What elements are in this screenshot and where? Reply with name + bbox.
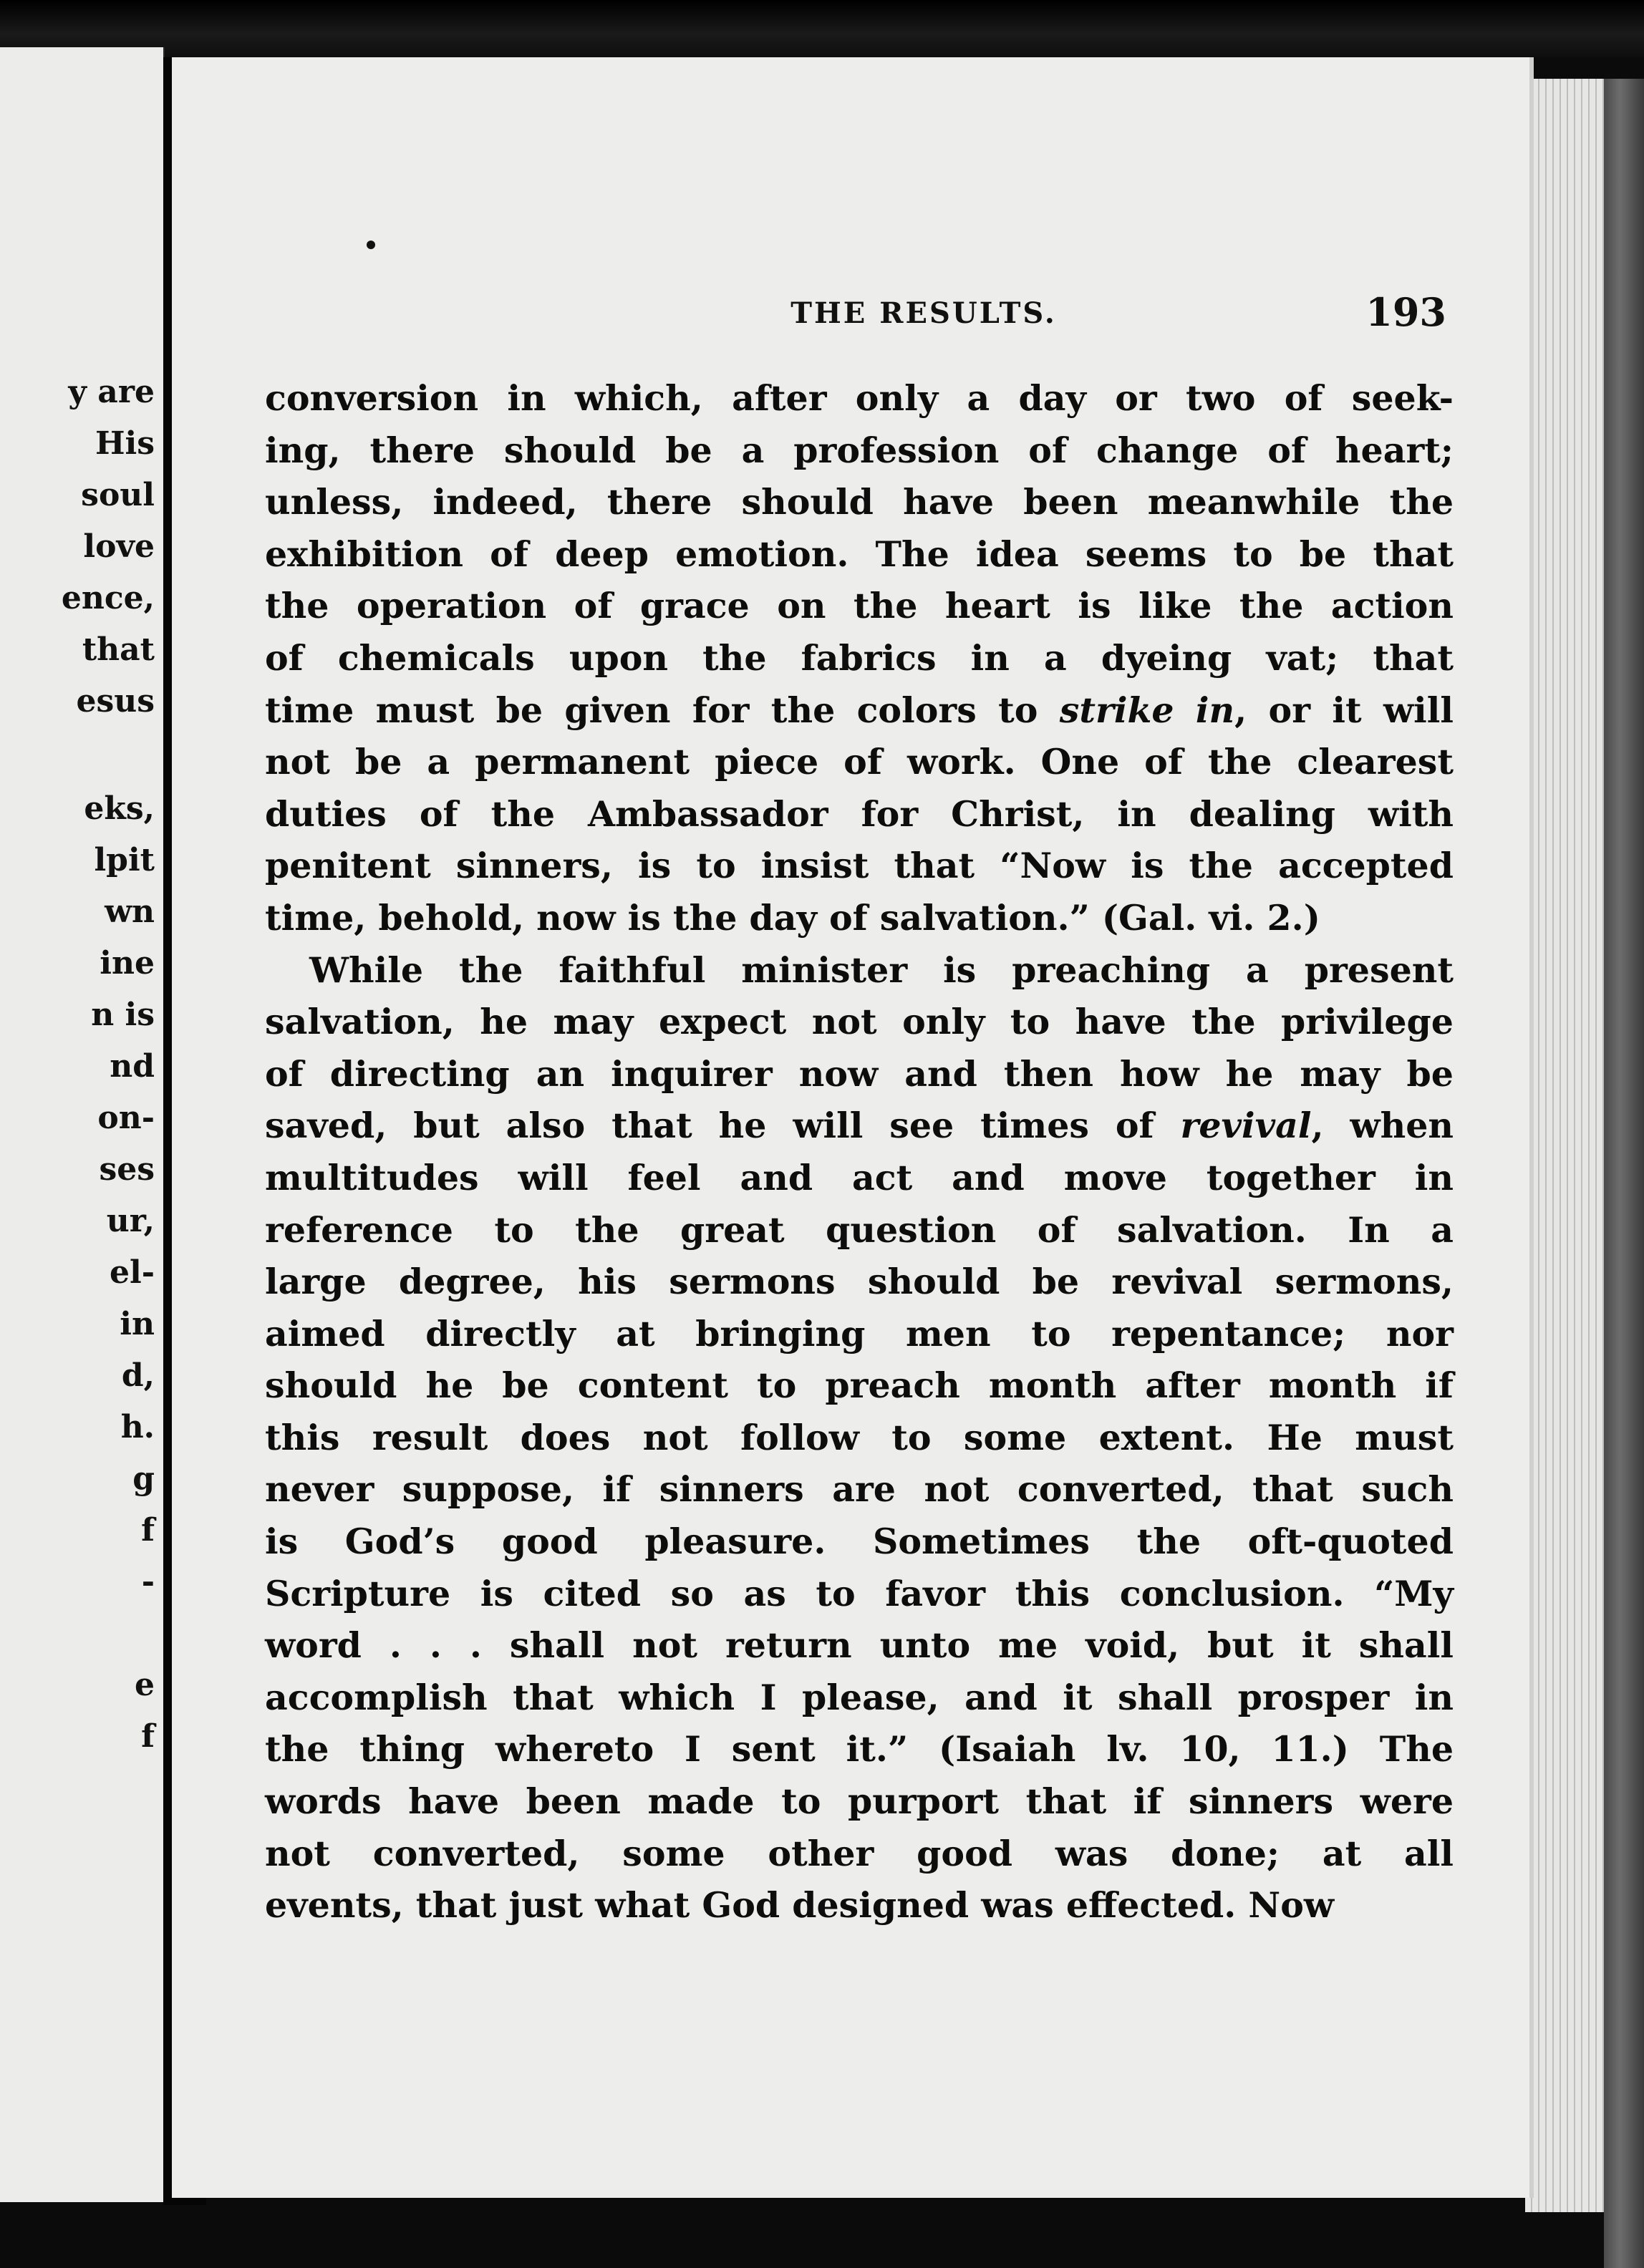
facing-page-fragment: ur, <box>106 1203 155 1239</box>
facing-page-fragment: nd <box>110 1048 155 1085</box>
facing-page-fragment: that <box>82 631 155 668</box>
text-line: of directing an inquirer now and then how he may be <box>265 1052 1454 1095</box>
text-line: conversion in which, after only a day or two of seek- <box>265 377 1454 419</box>
text-line: events, that just what God designed was effected. Now <box>265 1884 1335 1927</box>
facing-page-fragment: eks, <box>84 790 155 827</box>
text-line: exhibition of deep emotion. The idea seems to be that <box>265 533 1454 575</box>
body-text <box>265 372 1454 1932</box>
text-line: should he be content to preach month after month if <box>265 1365 1454 1407</box>
facing-page-fragment: f <box>141 1718 155 1755</box>
facing-page-fragment: His <box>95 425 155 462</box>
page-edges <box>1525 79 1606 2212</box>
page-number: 193 <box>1365 289 1446 335</box>
text-line: reference to the great question of salvation. In a <box>265 1208 1454 1251</box>
facing-page-fragment: on- <box>97 1100 155 1136</box>
text-line: not be a permanent piece of work. One of the clearest <box>265 741 1454 783</box>
text-line: saved, but also that he will see times of revival, when <box>265 1105 1454 1147</box>
facing-page-fragment: wn <box>105 893 155 930</box>
facing-page-fragment: esus <box>76 683 155 719</box>
facing-page-fragment: lpit <box>94 842 155 878</box>
text-line: time must be given for the colors to strike in, or it will <box>265 689 1454 731</box>
facing-page-left <box>0 47 165 2202</box>
facing-page-fragment: g <box>132 1460 155 1497</box>
facing-page-fragment: - <box>141 1564 155 1600</box>
text-line: this result does not follow to some extent. He must <box>265 1416 1454 1458</box>
text-line: of chemicals upon the fabrics in a dyeing vat; that <box>265 636 1454 679</box>
text-line: aimed directly at bringing men to repentance; nor <box>265 1312 1454 1354</box>
facing-page-fragment: e <box>135 1667 155 1703</box>
facing-page-fragment: love <box>83 528 155 565</box>
text-line: not converted, some other good was done; at all <box>265 1832 1454 1874</box>
text-line: words have been made to purport that if sinners were <box>265 1780 1454 1823</box>
text-line: salvation, he may expect not only to have the privilege <box>265 1001 1454 1043</box>
text-line: Scripture is cited so as to favor this conclusion. “My <box>265 1572 1454 1614</box>
facing-page-fragment: f <box>141 1512 155 1549</box>
facing-page-fragment: y are <box>68 374 155 410</box>
facing-page-fragment: ine <box>100 945 155 982</box>
text-line: unless, indeed, there should have been meanwhile the <box>265 481 1454 523</box>
text-line: the operation of grace on the heart is like the action <box>265 585 1454 627</box>
facing-page-fragment: h. <box>120 1409 155 1445</box>
text-line: While the faithful minister is preaching a present <box>309 949 1454 991</box>
text-line: time, behold, now is the day of salvation.” (Gal. vi. 2.) <box>265 896 1320 939</box>
facing-page-fragment: ses <box>99 1151 155 1188</box>
text-line: never suppose, if sinners are not converted, that such <box>265 1468 1454 1511</box>
text-line: large degree, his sermons should be revival sermons, <box>265 1261 1454 1303</box>
text-line: ing, there should be a profession of change of heart; <box>265 429 1454 471</box>
facing-page-fragment: ence, <box>61 580 155 616</box>
facing-page-fragment: n is <box>91 997 155 1033</box>
emphasis: strike in <box>1059 689 1235 731</box>
text-line: multitudes will feel and act and move together in <box>265 1156 1454 1198</box>
ink-speck <box>367 241 375 249</box>
text-line: duties of the Ambassador for Christ, in dealing with <box>265 793 1454 835</box>
text-line: the thing whereto I sent it.” (Isaiah lv. 10, 11.) The <box>265 1728 1454 1770</box>
scan-border-top <box>0 0 1644 57</box>
text-line: accomplish that which I please, and it shall prosper in <box>265 1676 1454 1718</box>
text-line: is God’s good pleasure. Sometimes the oft-quoted <box>265 1521 1454 1563</box>
running-head <box>616 289 1446 339</box>
running-title: THE RESULTS. <box>790 296 1057 330</box>
facing-page-fragment: in <box>120 1306 155 1342</box>
scan-border-right <box>1604 79 1644 2268</box>
text-line: penitent sinners, is to insist that “Now is the accepted <box>265 845 1454 887</box>
text-line: word . . . shall not return unto me void, but it shall <box>265 1624 1454 1667</box>
facing-page-fragment: soul <box>81 477 155 513</box>
facing-page-fragment: d, <box>121 1357 155 1394</box>
facing-page-fragment: el- <box>110 1254 155 1291</box>
book-page <box>172 57 1529 2198</box>
emphasis: revival <box>1180 1105 1312 1147</box>
